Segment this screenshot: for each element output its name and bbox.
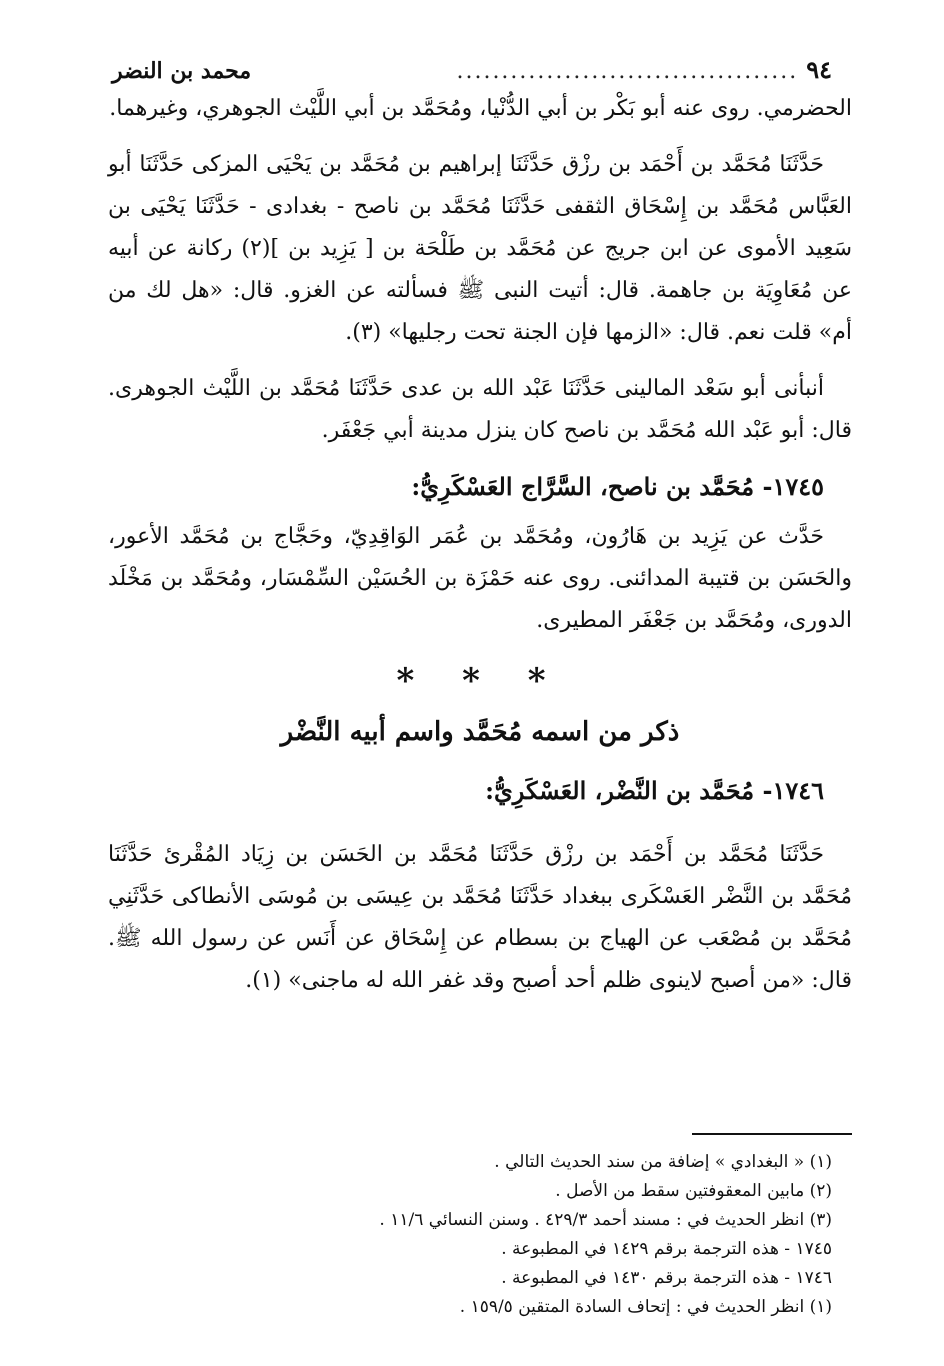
main-text bbox=[108, 88, 852, 1002]
page-number: ٩٤ bbox=[806, 55, 832, 84]
paragraph-1: الحضرمي. روى عنه أبو بَكْر بن أبي الدُّنْيا، ومُحَمَّد بن أبي اللَّيْث الجوهري، وغيرهما. bbox=[109, 96, 852, 121]
paragraph-3: أنبأنى أبو سَعْد المالينى حَدَّثَنَا عَبْد الله بن عدى حَدَّثَنَا مُحَمَّد بن اللَّيْث الجوهرى. قال: أبو عَبْد الله مُحَمَّد بن ناصح كان ينزل مدينة أبي جَعْفَر. bbox=[108, 376, 852, 443]
footnotes bbox=[160, 1148, 832, 1322]
footnote-6: (١) انظر الحديث في : إتحاف السادة المتقين ١٥٩/٥ . bbox=[459, 1297, 832, 1317]
paragraph-2: حَدَّثَنَا مُحَمَّد بن أَحْمَد بن رزْق حَدَّثَنَا إبراهيم بن مُحَمَّد بن يَحْيَى المزكى حَدَّثَنَا أبو العَبَّاس مُحَمَّد بن إِسْحَاق الثقفى حَدَّثَنَا مُحَمَّد بن ناصح - بغدادى - حَدَّثَنَا يَحْيَى بن سَعِيد الأموى عن ابن جريج عن مُحَمَّد بن طَلْحَة بن [ يَزِيد بن ](٢) ركانة عن أبيه عن مُعَاوِيَة بن جاهمة. قال: أتيت النبى ﷺ فسألته عن الغزو. قال: «هل لك من أم» قلت نعم. قال: «الزمها فإن الجنة تحت رجليها» (٣). bbox=[108, 152, 852, 345]
entry-1745-title: ١٧٤٥- مُحَمَّد بن ناصح، السَّرَّاج العَسْكَرِيُّ: bbox=[411, 472, 824, 501]
header-leader-dots: ...................................... bbox=[456, 59, 799, 84]
page-header bbox=[112, 44, 832, 84]
entry-1746-title: ١٧٤٦- مُحَمَّد بن النَّضْر، العَسْكَرِيُّ: bbox=[485, 776, 824, 805]
paragraph-5: حَدَّثَنَا مُحَمَّد بن أَحْمَد بن رزْق حَدَّثَنَا مُحَمَّد بن الحَسَن بن زِيَاد المُقْرئ حَدَّثَنَا مُحَمَّد بن النَّضْر العَسْكَرى ببغداد حَدَّثَنَا مُحَمَّد بن عِيسَى بن مُوسَى الأنطاكى حَدَّثَنِي مُحَمَّد بن مُصْعَب عن الهياج بن بسطام عن إِسْحَاق عن أَنَس عن رسول الله ﷺ. قال: «من أصبح لاينوى ظلم أحد أصبح وقد غفر الله له ماجنى» (١). bbox=[108, 842, 852, 993]
section-separator-stars: * * * bbox=[396, 661, 564, 701]
footnote-5: ١٧٤٦ - هذه الترجمة برقم ١٤٣٠ في المطبوعة . bbox=[501, 1268, 832, 1288]
running-title: محمد بن النضر bbox=[112, 58, 252, 84]
section-title: ذكر من اسمه مُحَمَّد واسم أبيه النَّضْر bbox=[280, 717, 680, 747]
footnote-4: ١٧٤٥ - هذه الترجمة برقم ١٤٢٩ في المطبوعة . bbox=[501, 1239, 832, 1259]
footnote-1: (١) « البغدادي » إضافة من سند الحديث التالي . bbox=[494, 1152, 832, 1172]
footnote-2: (٢) مابين المعقوفتين سقط من الأصل . bbox=[555, 1181, 832, 1201]
footnote-3: (٣) انظر الحديث في : مسند أحمد ٤٢٩/٣ . وسنن النسائي ١١/٦ . bbox=[379, 1210, 832, 1230]
paragraph-4: حَدَّث عن يَزِيد بن هَارُون، ومُحَمَّد بن عُمَر الوَاقِدِيّ، وحَجَّاج بن مُحَمَّد الأعور، والحَسَن بن قتيبة المدائنى. روى عنه حَمْزَة بن الحُسَيْن السِّمْسَار، ومُحَمَّد بن مَخْلَد الدورى، ومُحَمَّد بن جَعْفَر المطيرى. bbox=[108, 524, 852, 633]
footnote-divider bbox=[692, 1133, 852, 1135]
